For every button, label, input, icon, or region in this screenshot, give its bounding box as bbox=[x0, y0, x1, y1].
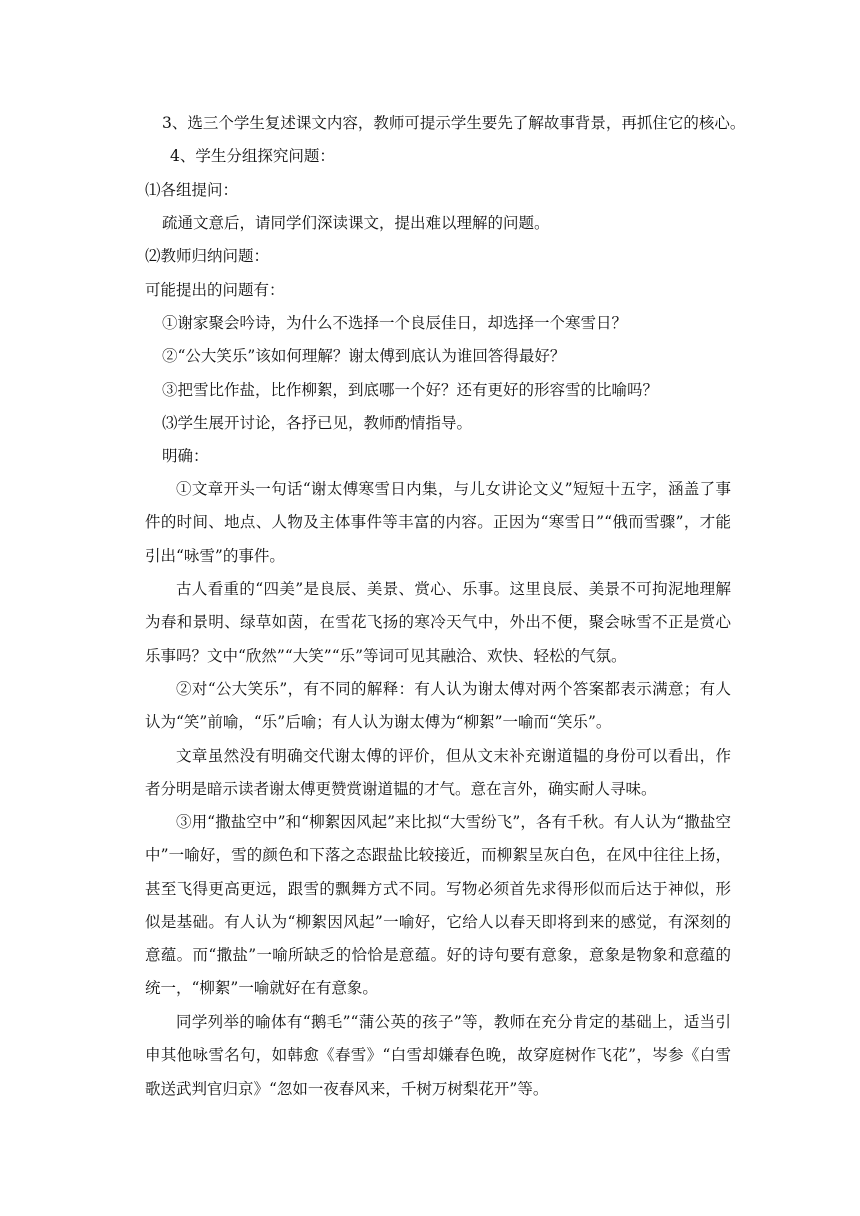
answer-1-extended: 古人看重的“四美”是良辰、美景、赏心、乐事。这里良辰、美景不可拘泥地理解为春和景明、绿草如茵，在雪花飞扬的寒冷天气中，外出不便，聚会咏雪不正是赏心乐事吗？文中“欣然”“大笑”“乐”等词可见其融洽、欢快、轻松的气氛。 bbox=[145, 580, 731, 665]
answer-2: ②对“公大笑乐”，有不同的解释：有人认为谢太傅对两个答案都表示满意；有人认为“笑”前喻，“乐”后喻；有人认为谢太傅为“柳絮”一喻而“笑乐”。 bbox=[145, 680, 731, 732]
question-3: ③把雪比作盐，比作柳絮，到底哪一个好？还有更好的形容雪的比喻吗？ bbox=[162, 381, 659, 399]
answer-3-extended: 同学列举的喻体有“鹅毛”“蒲公英的孩子”等，教师在充分肯定的基础上，适当引申其他咏雪名句，如韩愈《春雪》“白雪却嫌春色晚，故穿庭树作飞花”，岑参《白雪歌送武判官归京》“忽如一夜春风来，千树万树梨花开”等。 bbox=[145, 1013, 731, 1098]
paragraph-possible-questions: 可能提出的问题有： bbox=[145, 281, 285, 299]
paragraph-sub-3: ⑶学生展开讨论，各抒已见，教师酌情指导。 bbox=[162, 414, 473, 432]
paragraph-sub-1: ⑴各组提问： bbox=[145, 181, 239, 199]
answer-3: ③用“撒盐空中”和“柳絮因风起”来比拟“大雪纷飞”，各有千秋。有人认为“撒盐空中”一喻好，雪的颜色和下落之态跟盐比较接近，而柳絮呈灰白色，在风中往往上扬，甚至飞得更高更远，跟雪的飘舞方式不同。写物必须首先求得形似而后达于神似，形似是基础。有人认为“柳絮因风起”一喻好，它给人以春天即将到来的感觉，有深刻的意蕴。而“撒盐”一喻所缺乏的恰恰是意蕴。好的诗句要有意象，意象是物象和意蕴的统一，“柳絮”一喻就好在有意象。 bbox=[145, 813, 731, 998]
paragraph-instruction: 疏通文意后，请同学们深读课文，提出难以理解的问题。 bbox=[162, 214, 550, 232]
paragraph-sub-2: ⑵教师归纳问题： bbox=[145, 247, 270, 265]
question-2: ②“公大笑乐”该如何理解？谢太傅到底认为谁回答得最好？ bbox=[162, 347, 566, 365]
paragraph-step-3: 3、选三个学生复述课文内容，教师可提示学生要先了解故事背景，再抓住它的核心。 bbox=[162, 114, 746, 132]
answer-1: ①文章开头一句话“谢太傅寒雪日内集，与儿女讲论文义”短短十五字，涵盖了事件的时间、地点、人物及主体事件等丰富的内容。正因为“寒雪日”“俄而雪骤”，才能引出“咏雪”的事件。 bbox=[145, 480, 731, 565]
paragraph-step-4: 4、学生分组探究问题： bbox=[170, 147, 335, 165]
question-1: ①谢家聚会吟诗，为什么不选择一个良辰佳日，却选择一个寒雪日？ bbox=[162, 314, 628, 332]
paragraph-clarify: 明确： bbox=[162, 447, 209, 465]
answer-2-extended: 文章虽然没有明确交代谢太傅的评价，但从文末补充谢道韫的身份可以看出，作者分明是暗示读者谢太傅更赞赏谢道韫的才气。意在言外，确实耐人寻味。 bbox=[145, 747, 731, 799]
